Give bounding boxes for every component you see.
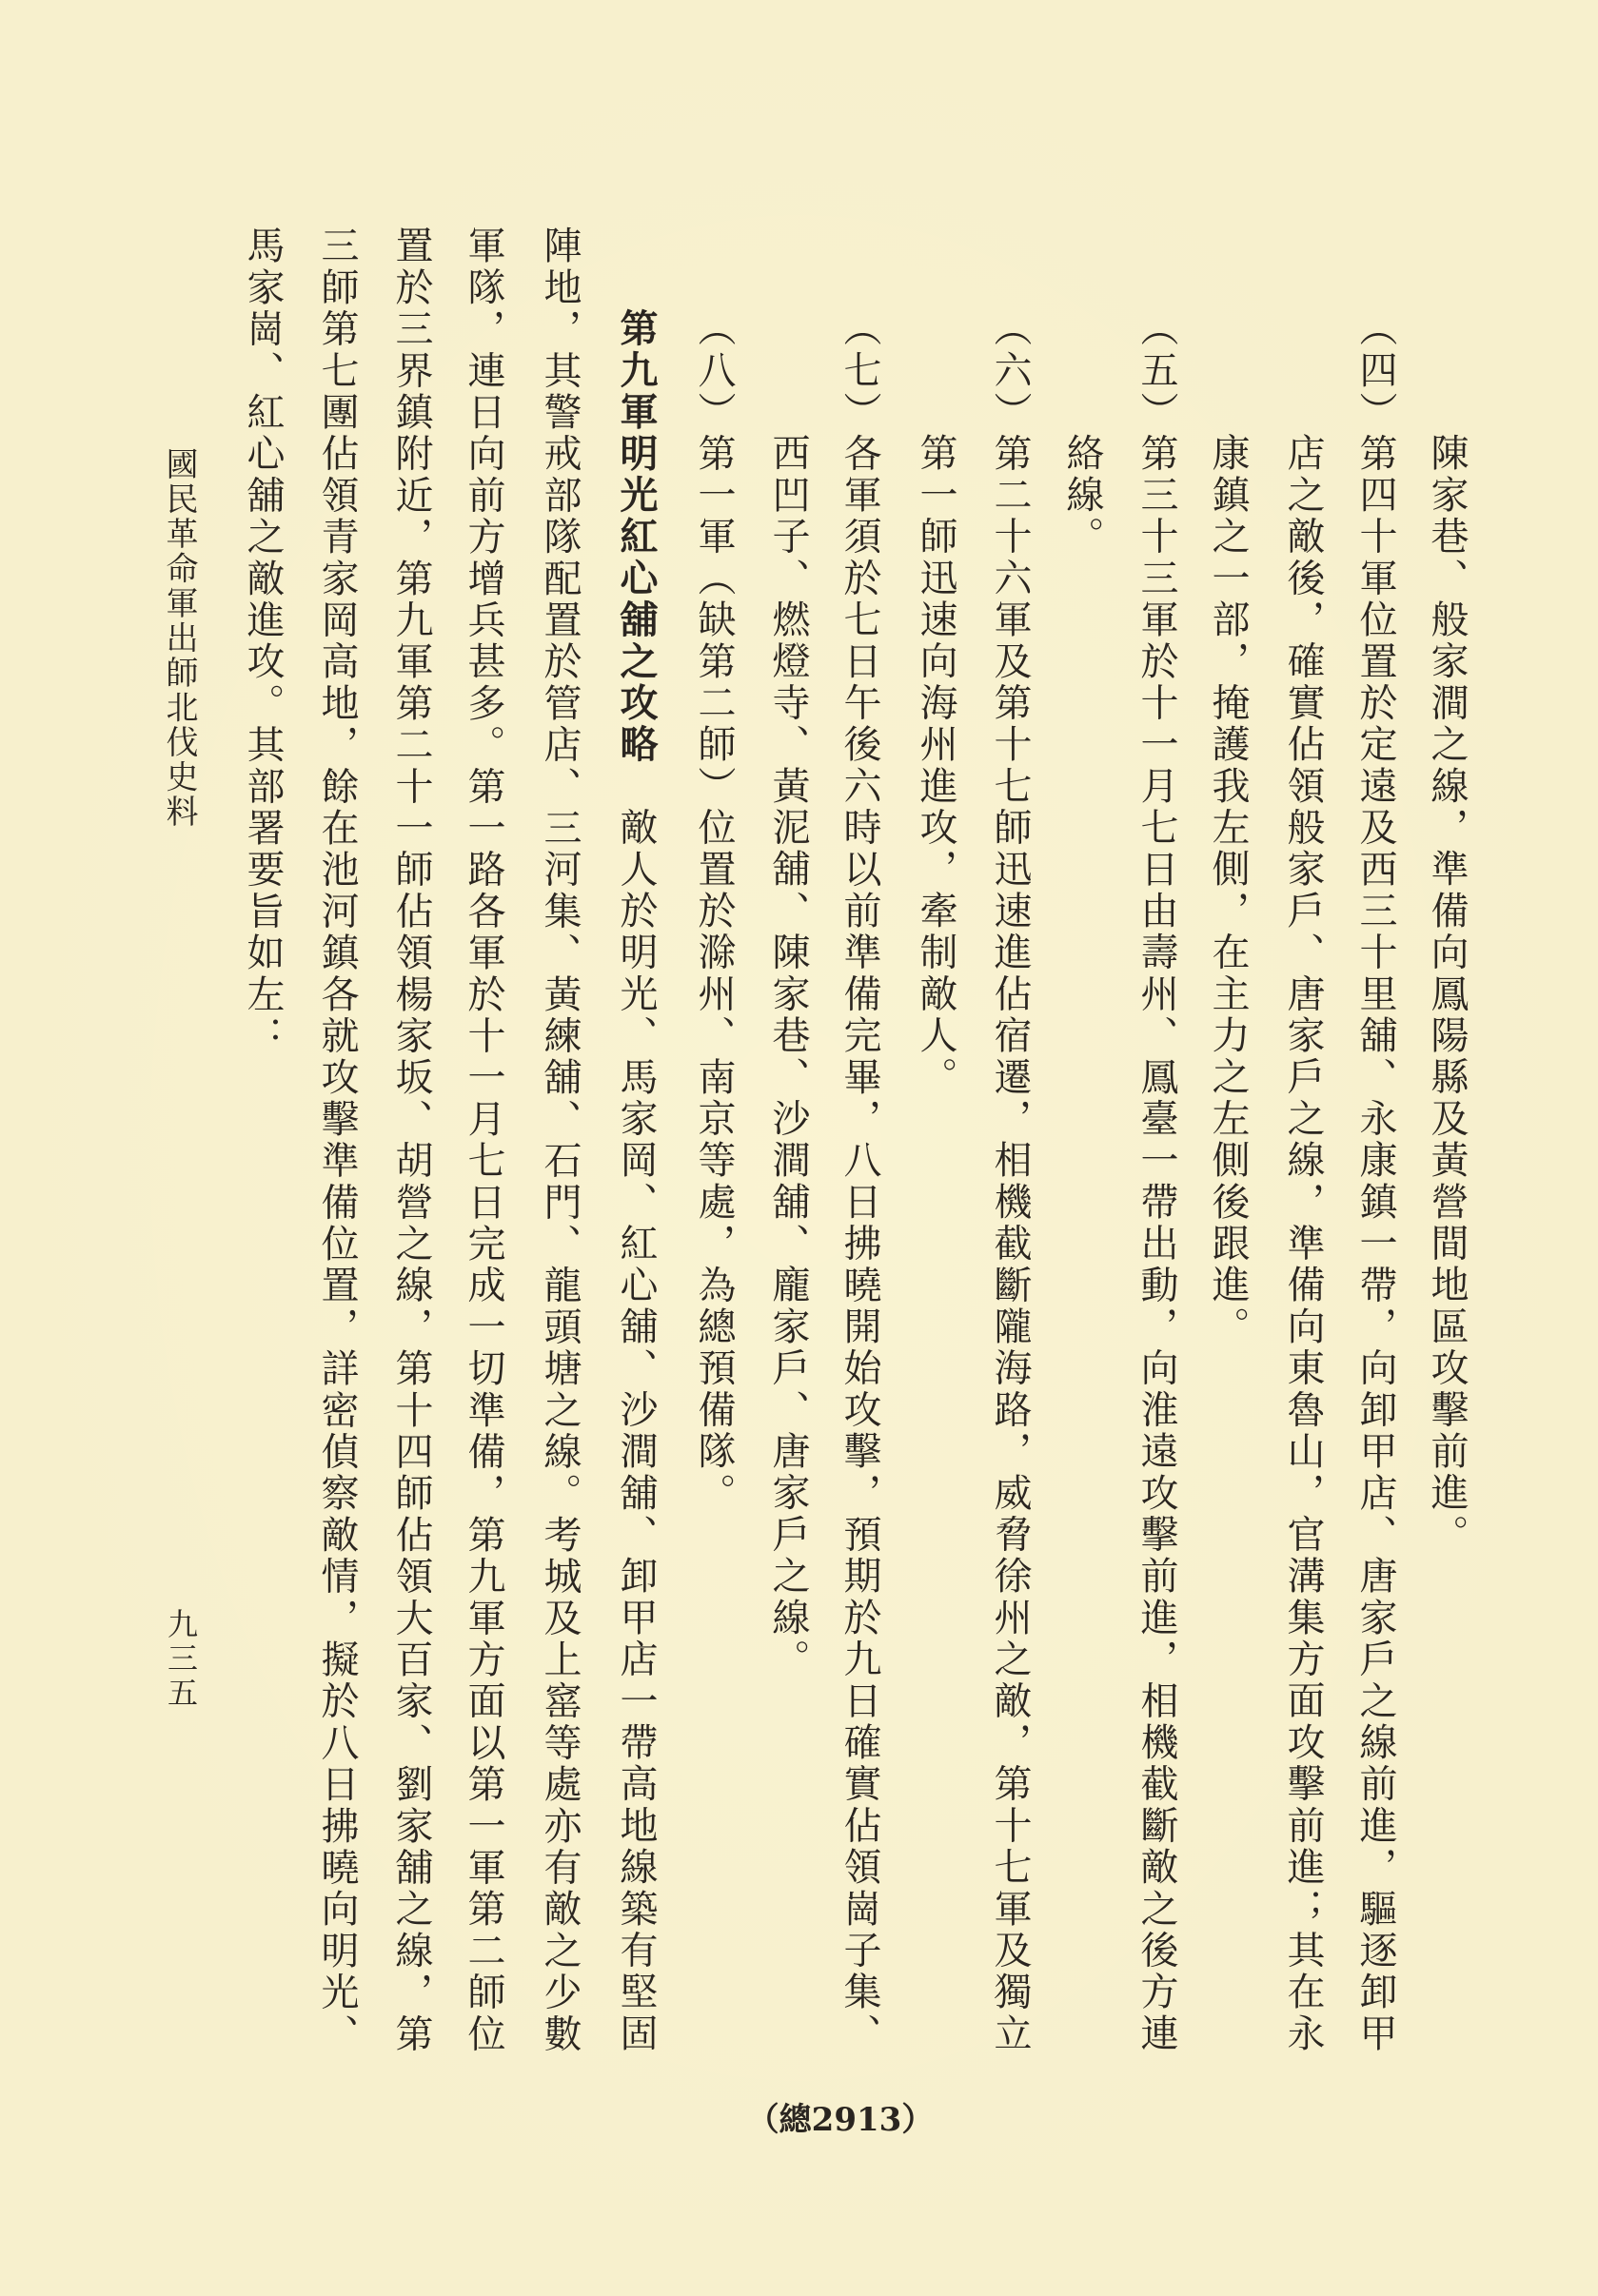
text-column [242,226,284,1057]
item-marker: （八） [692,308,736,434]
text-column [1354,308,1396,2054]
text-column [539,226,581,2055]
text-column [693,308,735,1514]
text-column [915,433,957,1098]
text-column [1426,433,1468,1556]
item-marker: （五） [1134,308,1178,434]
column-text: 三師第七團佔領青家岡高地，餘在池河鎮各就攻擊準備位置，詳密偵察敵情，擬於八日拂曉向明光、 [315,226,359,2055]
column-text: 第三十三軍於十一月七日由壽州、鳳臺一帶出動，向淮遠攻擊前進，相機截斷敵之後方連 [1134,433,1178,2055]
column-text: 各軍須於七日午後六時以前準備完畢，八日拂曉開始攻擊，預期於九日確實佔領崗子集、 [838,433,881,2055]
text-column [838,308,880,2054]
column-text: 馬家崗、紅心舖之敵進攻。其部署要旨如左： [241,226,285,1057]
text-column [463,226,504,2055]
section-heading: 第九軍明光紅心舖之攻略 [614,308,659,766]
column-text: 第一軍（缺第二師）位置於滁州、南京等處，為總預備隊。 [692,433,736,1515]
text-column [615,308,657,2054]
column-text: 康鎮之一部，掩護我左側，在主力之左側後跟進。 [1206,433,1250,1348]
text-column [767,433,809,1680]
column-text: 敵人於明光、馬家岡、紅心舖、沙澗舖、卸甲店一帶高地線築有堅固 [614,807,658,2055]
column-text: 絡線。 [1060,433,1104,559]
item-marker: （六） [988,308,1032,434]
item-marker: （四） [1353,308,1397,434]
column-text: 西凹子、燃燈寺、黃泥舖、陳家巷、沙澗舖、龐家戶、唐家戶之線。 [766,433,810,1680]
text-column [390,226,432,2055]
column-text: 陣地，其警戒部隊配置於管店、三河集、黃練舖、石門、龍頭塘之線。考城及上窰等處亦有敵之少數 [538,226,582,2055]
column-text: 第一師迅速向海州進攻，牽制敵人。 [914,433,957,1099]
text-column [1282,433,1324,2054]
column-text: 陳家巷、般家澗之線，準備向鳳陽縣及黃營間地區攻擊前進。 [1425,433,1469,1556]
column-text: 店之敵後，確實佔領般家戶、唐家戶之線，準備向東魯山，官溝集方面攻擊前進；其在永 [1281,433,1325,2055]
running-title: 國民革命軍出師北伐史料 [160,447,198,830]
total-page-label: （總2913） [746,2101,935,2139]
text-column [1061,433,1103,558]
text-column [316,226,358,2055]
text-column [1207,433,1249,1347]
column-text: 軍隊，連日向前方增兵甚多。第一路各軍於十一月七日完成一切準備，第九軍方面以第一軍第二師位 [462,226,505,2055]
column-text: 置於三界鎮附近，第九軍第二十一師佔領楊家坂、胡營之線，第十四師佔領大百家、劉家舖之線，第 [389,226,433,2055]
text-column [1135,308,1177,2054]
column-text: 第二十六軍及第十七師迅速進佔宿遷，相機截斷隴海路，威脅徐州之敵，第十七軍及獨立 [988,433,1032,2055]
page-number: 九三五 [163,1608,199,1711]
item-marker: （七） [838,308,881,434]
column-text: 第四十軍位置於定遠及西三十里舖、永康鎮一帶，向卸甲店、唐家戶之線前進，驅逐卸甲 [1353,433,1397,2055]
text-column [989,308,1031,2054]
